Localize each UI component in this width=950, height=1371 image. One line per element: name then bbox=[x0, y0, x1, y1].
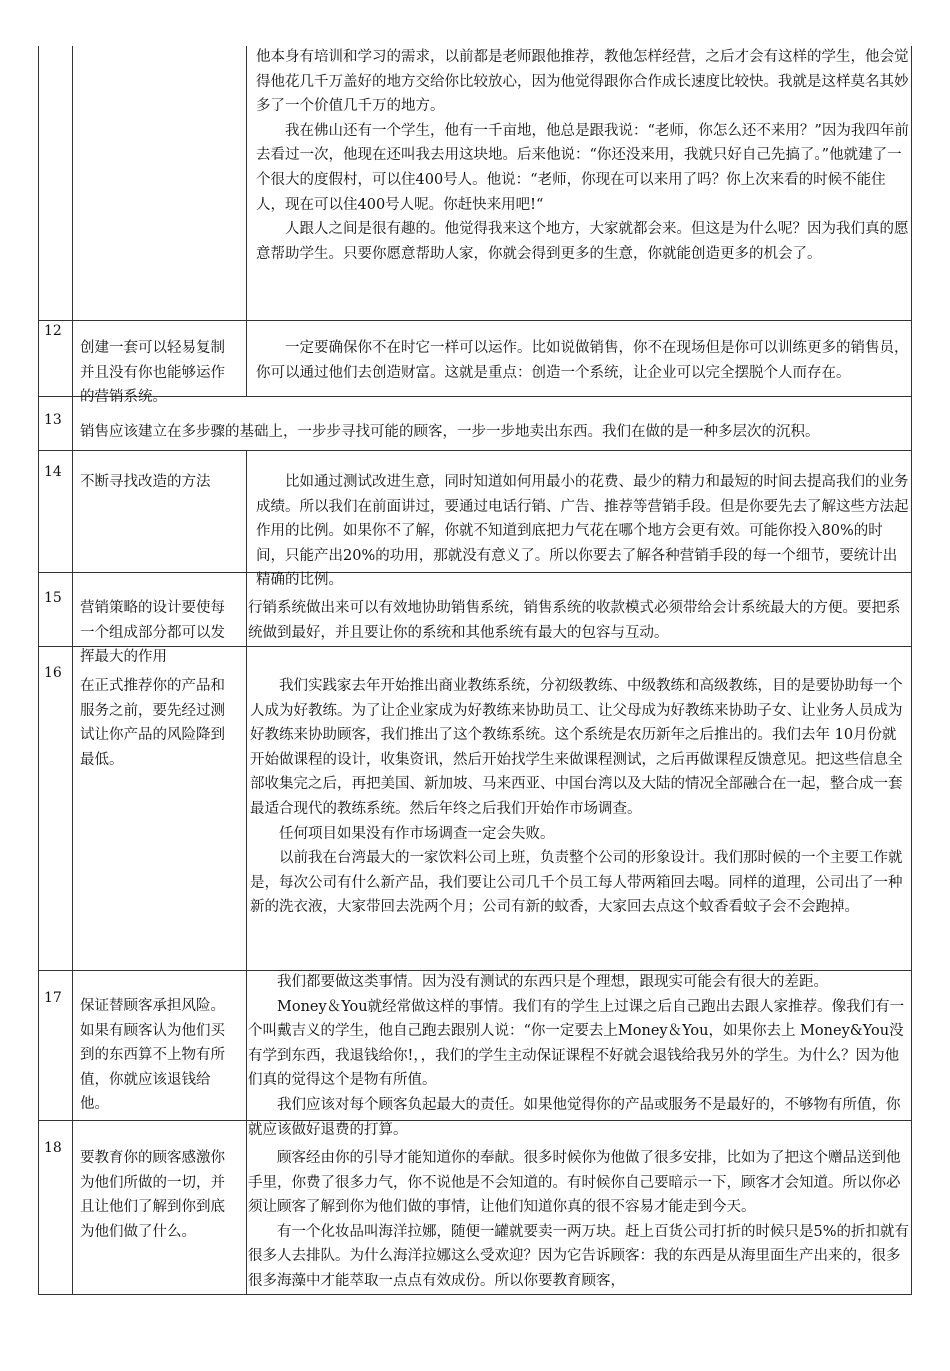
paragraph: 顾客经由你的引导才能知道你的奉献。很多时候你为他做了很多安排，比如为了把这个赠品送到他手里，你费了很多力气，你不说他是不会知道的。有时候你自己要暗示一下，顾客才会知道。所以你必须让顾客了解到你为他们做的事情，让他们知道你真的很不容易才能走到今天。 bbox=[248, 1150, 901, 1216]
paragraph: 我在佛山还有一个学生，他有一千亩地，他总是跟我说：“老师，你怎么还不来用？”因为我四年前去看过一次，他现在还叫我去用这块地。后来他说：“你还没来用，我就只好自己先搞了。”他就建了一个很大的度假村，可以住400号人。他说：“老师，你现在可以来用了吗？你上次来看的时候不能住人，现在可以住400号人呢。你赶快来用吧!“ bbox=[256, 122, 909, 213]
row-title: 在正式推荐你的产品和服务之前，要先经过测试让你产品的风险降到最低。 bbox=[80, 678, 225, 768]
row-content bbox=[248, 596, 910, 645]
table-border-right bbox=[911, 46, 912, 1294]
table-border-mid bbox=[246, 450, 247, 1294]
row-number: 14 bbox=[44, 464, 62, 480]
row-number: 12 bbox=[44, 323, 62, 339]
paragraph: Money＆You就经常做这样的事情。我们有的学生上过课之后自己跑出去跟人家推荐。像我们有一个叫戴吉义的学生，他自己跑去跟别人说：“你一定要去上Money＆You，如果你去上 Money&You没有学到东西，我退钱给你!，，我们的学生主动保证课程不好就会退钱给我另外的学生。为什么？因为他们真的觉得这个是物有所值。 bbox=[248, 998, 905, 1089]
row-title: 要教育你的顾客感激你为他们所做的一切，并且让他们了解到你到底为他们做了什么。 bbox=[80, 1150, 225, 1240]
row-content bbox=[256, 45, 910, 266]
row-content bbox=[250, 674, 910, 920]
row-divider bbox=[38, 320, 912, 321]
row-title: 营销策略的设计要使每一个组成部分都可以发挥最大的作用 bbox=[80, 600, 225, 666]
paragraph: 销售应该建立在多步骤的基础上，一步步寻找可能的顾客，一步一步地卖出东西。我们在做的是一种多层次的沉积。 bbox=[80, 424, 820, 440]
paragraph: 我们实践家去年开始推出商业教练系统，分初级教练、中级教练和高级教练，目的是要协助每一个人成为好教练。为了让企业家成为好教练来协助员工、让父母成为好教练来协助子女、让业务人员成为好教练来协助顾客，我们推出了这个教练系统。这个系统是农历新年之后推出的。我们去年 10月份就开始做课程的设计，收集资讯，然后开始找学生来做课程测试，之后再做课程反馈意见。把这些信息全部收集完之后，再把美国、新加坡、马来西亚、中国台湾以及大陆的情况全部融合在一起，整合成一套最适合现代的教练系统。然后年终之后我们开始作市场调查。 bbox=[250, 678, 903, 817]
paragraph: 人跟人之间是很有趣的。他觉得我来这个地方，大家就都会来。但这是为什么呢？因为我们真的愿意帮助学生。只要你愿意帮助人家，你就会得到更多的生意，你就能创造更多的机会了。 bbox=[256, 221, 909, 262]
paragraph: 以前我在台湾最大的一家饮料公司上班，负责整个公司的形象设计。我们那时候的一个主要工作就是，每次公司有什么新产品，我们要让公司几千个员工每人带两箱回去喝。同样的道理，公司出了一种新的洗衣液，大家带回去洗两个月；公司有新的蚊香，大家回去点这个蚊香看蚊子会不会跑掉。 bbox=[250, 850, 903, 916]
row-number: 15 bbox=[44, 590, 62, 606]
row-number: 17 bbox=[44, 990, 62, 1006]
table-border-bottom bbox=[38, 1294, 912, 1295]
paragraph: 任何项目如果没有作市场调查一定会失败。 bbox=[279, 825, 555, 842]
paragraph: 他本身有培训和学习的需求，以前都是老师跟他推荐，教他怎样经营，之后才会有这样的学生，他会觉得他花几千万盖好的地方交给你比较放心，因为他觉得跟你合作成长速度比较快。我就是这样莫名其妙多了一个价值几千万的地方。 bbox=[256, 49, 909, 115]
row-number: 18 bbox=[44, 1140, 62, 1156]
paragraph: 一定要确保你不在时它一样可以运作。比如说做销售，你不在现场但是你可以训练更多的销售员，你可以通过他们去创造财富。这就是重点：创造一个系统，让企业可以完全摆脱个人而存在。 bbox=[256, 340, 909, 381]
row-divider bbox=[38, 450, 912, 451]
paragraph: 行销系统做出来可以有效地协助销售系统，销售系统的收款模式必须带给会计系统最大的方便。要把系统做到最好，并且要让你的系统和其他系统有最大的包容与互动。 bbox=[248, 600, 901, 641]
paragraph: 我们都要做这类事情。因为没有测试的东西只是个理想，跟现实可能会有很大的差距。 bbox=[277, 974, 828, 990]
paragraph: 有一个化妆品叫海洋拉娜，随便一罐就要卖一两万块。赶上百货公司打折的时候只是5%的折扣就有很多人去排队。为什么海洋拉娜这么受欢迎？因为它告诉顾客：我的东西是从海里面生产出来的，很多很多海藻中才能萃取一点点有效成份。所以你要教育顾客， bbox=[248, 1223, 909, 1289]
table-border-num-divider bbox=[72, 320, 73, 1294]
row-title: 保证替顾客承担风险。如果有顾客认为他们买到的东西算不上物有所值，你就应该退钱给他。 bbox=[80, 998, 225, 1113]
paragraph: 比如通过测试改进生意，同时知道如何用最小的花费、最少的精力和最短的时间去提高我们的业务成绩。所以我们在前面讲过，要通过电话行销、广告、推荐等营销手段。但是你要先去了解这些方法起作用的比例。如果你不了解，你就不知道到底把力气花在哪个地方会更有效。可能你投入80%的时间，只能产出20%的功用，那就没有意义了。所以你要去了解各种营销手段的每一个细节，要统计出精确的比例。 bbox=[256, 474, 909, 589]
table-border-left bbox=[38, 46, 39, 1294]
row-title: 创建一套可以轻易复制并且没有你也能够运作的营销系统。 bbox=[80, 340, 225, 406]
row-number: 16 bbox=[44, 665, 62, 681]
paragraph: 我们应该对每个顾客负起最大的责任。如果他觉得你的产品或服务不是最好的，不够物有所值，你就应该做好退费的打算。 bbox=[248, 1096, 901, 1138]
row-content bbox=[248, 1146, 910, 1294]
row-content bbox=[248, 970, 910, 1142]
table-border-num-divider bbox=[72, 46, 73, 320]
table-border-mid bbox=[246, 46, 247, 396]
row-content bbox=[80, 420, 910, 445]
row-content bbox=[256, 470, 910, 593]
row-content bbox=[256, 336, 910, 385]
row-title: 不断寻找改造的方法 bbox=[80, 474, 211, 490]
row-number: 13 bbox=[44, 412, 62, 428]
